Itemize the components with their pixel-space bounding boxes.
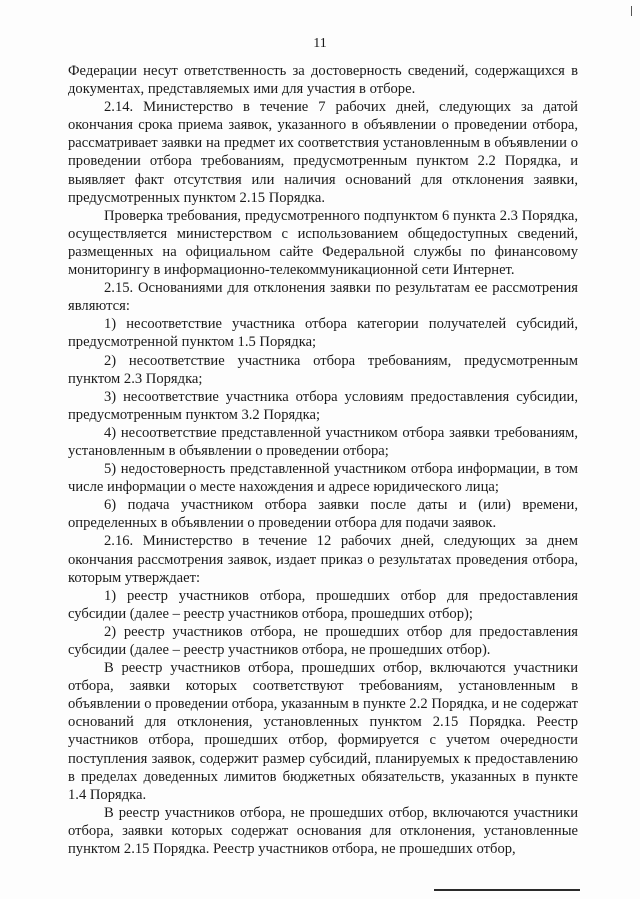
- paragraph-2-14: 2.14. Министерство в течение 7 рабочих дней, следующих за датой окончания срока приема заявок, указанного в объявлении о проведении отбора, рассматривает заявки на предмет их соответствия установленным в объявлении о проведении отбора требованиям, предусмотренным пунктом 2.2 Порядка, и выявляет факт отсутствия или наличия оснований для отклонения заявки, предусмотренных пунктом 2.15 Порядка.: [68, 99, 578, 206]
- paragraph-2-16: 2.16. Министерство в течение 12 рабочих дней, следующих за днем окончания рассмотрения заявок, издает приказ о результатах проведения отбора, которым утверждает:: [68, 533, 578, 586]
- list-item-6: 6) подача участником отбора заявки после даты и (или) времени, определенных в объявлении о проведении отбора для подачи заявок.: [68, 497, 578, 532]
- paragraph-not-passed-registry: В реестр участников отбора, не прошедших отбор, включаются участники отбора, заявки которых содержат основания для отклонения, установленные пунктом 2.15 Порядка. Реестр участников отбора, не прошедших отбор,: [68, 804, 578, 858]
- paragraph-2-15: 2.15. Основаниями для отклонения заявки по результатам ее рассмотрения являются:: [68, 280, 578, 315]
- paragraph-passed-registry: В реестр участников отбора, прошедших отбор, включаются участники отбора, заявки которых соответствуют требованиям, установленным в объявлении о проведении отбора, указанным в пункте 2.2 Порядка, и не содержат оснований для отклонения, установленных пунктом 2.15 Порядка. Реестр участников отбора, прошедших отбор, формируется с учетом очередности поступления заявок, содержит размер субсидий, планируемых к предоставлению в пределах доведенных лимитов бюджетных обязательств, указанных в пункте 1.4 Порядка.: [68, 660, 578, 803]
- list-item-2: 2) несоответствие участника отбора требованиям, предусмотренным пунктом 2.3 Порядка;: [68, 352, 578, 387]
- list-item-3: 3) несоответствие участника отбора условиям предоставления субсидии, предусмотренным пунктом 3.2 Порядка;: [68, 388, 578, 423]
- paragraph-verification: Проверка требования, предусмотренного подпунктом 6 пункта 2.3 Порядка, осуществляется министерством с использованием общедоступных сведений, размещенных на официальном сайте Федеральной службы по финансовому мониторингу в информационно-телекоммуникационной сети Интернет.: [68, 207, 578, 279]
- registry-item-2: 2) реестр участников отбора, не прошедших отбор для предоставления субсидии (далее – реестр участников отбора, не прошедших отбор).: [68, 623, 578, 658]
- scan-corner-mark: [631, 6, 632, 16]
- registry-item-1: 1) реестр участников отбора, прошедших отбор для предоставления субсидии (далее – реестр участников отбора, прошедших отбор);: [68, 587, 578, 622]
- list-item-4: 4) несоответствие представленной участником отбора заявки требованиям, установленным в объявлении о проведении отбора;: [68, 424, 578, 459]
- footer-rule: [434, 889, 580, 891]
- document-body: [68, 62, 578, 858]
- paragraph-continuation: Федерации несут ответственность за достоверность сведений, содержащихся в документах, представляемых ими для участия в отборе.: [68, 63, 578, 98]
- list-item-1: 1) несоответствие участника отбора категории получателей субсидий, предусмотренной пунктом 1.5 Порядка;: [68, 316, 578, 351]
- list-item-5: 5) недостоверность представленной участником отбора информации, в том числе информации о месте нахождения и адресе юридического лица;: [68, 461, 578, 496]
- page-number: 11: [313, 36, 327, 51]
